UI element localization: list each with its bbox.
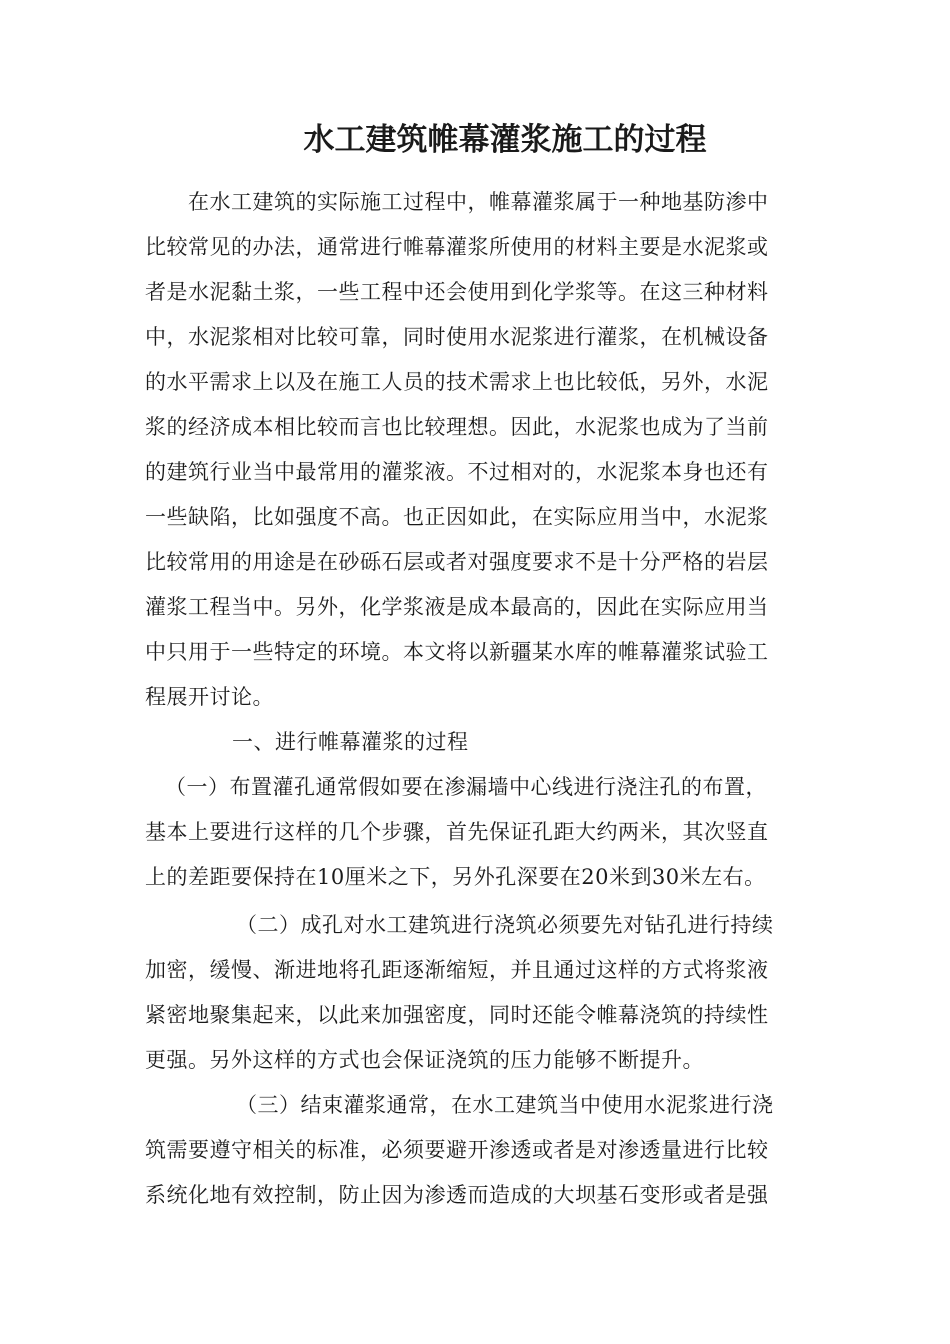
paragraph-line: 更强。另外这样的方式也会保证浇筑的压力能够不断提升。 [145,1048,704,1072]
paragraph-line: 中只用于一些特定的环境。本文将以新疆某水库的帷幕灌浆试验工 [145,640,769,664]
paragraph-line: 比较常用的用途是在砂砾石层或者对强度要求不是十分严格的岩层 [145,550,769,574]
paragraph-line: 比较常见的办法，通常进行帷幕灌浆所使用的材料主要是水泥浆或 [145,235,769,259]
section-heading: 一、进行帷幕灌浆的过程 [232,730,469,754]
paragraph-line: （一）布置灌孔通常假如要在渗漏墙中心线进行浇注孔的布置， [165,775,767,799]
paragraph-line: （三）结束灌浆通常，在水工建筑当中使用水泥浆进行浇 [236,1093,774,1117]
paragraph-line: 中，水泥浆相对比较可靠，同时使用水泥浆进行灌浆，在机械设备 [145,325,769,349]
paragraph-line: 浆的经济成本相比较而言也比较理想。因此，水泥浆也成为了当前 [145,415,769,439]
paragraph-line: （二）成孔对水工建筑进行浇筑必须要先对钻孔进行持续 [236,913,774,937]
paragraph-line: 程展开讨论。 [145,685,274,709]
paragraph-line: 的水平需求上以及在施工人员的技术需求上也比较低，另外，水泥 [145,370,769,394]
paragraph-line: 上的差距要保持在10厘米之下，另外孔深要在20米到30米左右。 [145,865,766,889]
paragraph-line: 筑需要遵守相关的标准，必须要避开渗透或者是对渗透量进行比较 [145,1138,769,1162]
paragraph-line: 在水工建筑的实际施工过程中，帷幕灌浆属于一种地基防渗中 [188,190,769,214]
paragraph-line: 紧密地聚集起来，以此来加强密度，同时还能令帷幕浇筑的持续性 [145,1003,769,1027]
paragraph-line: 加密，缓慢、渐进地将孔距逐渐缩短，并且通过这样的方式将浆液 [145,958,769,982]
paragraph-line: 者是水泥黏土浆，一些工程中还会使用到化学浆等。在这三种材料 [145,280,769,304]
paragraph-line: 的建筑行业当中最常用的灌浆液。不过相对的，水泥浆本身也还有 [145,460,769,484]
paragraph-line: 基本上要进行这样的几个步骤，首先保证孔距大约两米，其次竖直 [145,820,769,844]
paragraph-line: 一些缺陷，比如强度不高。也正因如此，在实际应用当中，水泥浆 [145,505,769,529]
document-title: 水工建筑帷幕灌浆施工的过程 [303,122,707,158]
paragraph-line: 系统化地有效控制，防止因为渗透而造成的大坝基石变形或者是强 [145,1183,769,1207]
paragraph-line: 灌浆工程当中。另外，化学浆液是成本最高的，因此在实际应用当 [145,595,769,619]
